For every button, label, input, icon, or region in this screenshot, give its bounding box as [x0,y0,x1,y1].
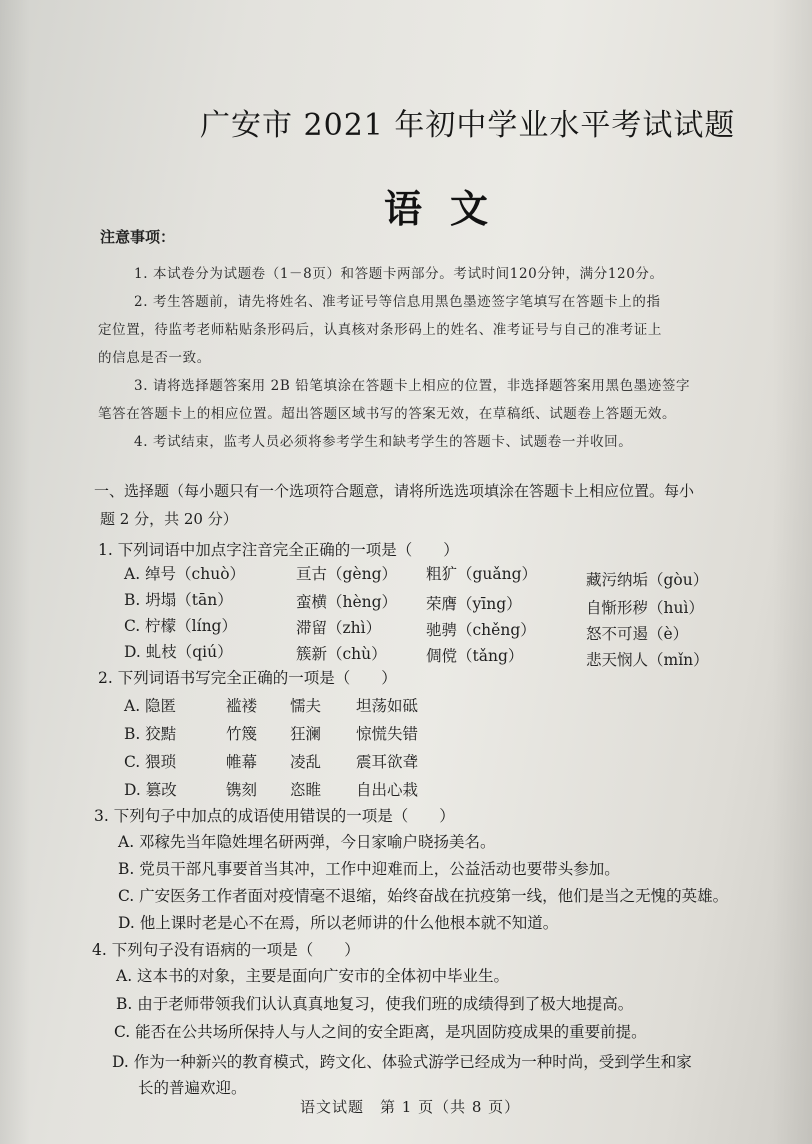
q2-option-cell: D. 篡改 [124,781,177,799]
subject-title: 语文 [384,186,517,231]
page-footer: 语文试题 第 1 页（共 8 页） [300,1098,521,1116]
notes-heading: 注意事项： [100,228,176,246]
q4-option-cont: 长的普遍欢迎。 [138,1079,247,1097]
note-line: 的信息是否一致。 [98,350,211,366]
q2-option-cell: 褴褛 [226,697,258,715]
q1-option-cell: D. 虬枝（qiú） [124,643,233,661]
q2-option-cell: 恣睢 [290,781,322,799]
q1-option-cell: 悲天悯人（mǐn） [586,651,709,669]
q1-option-cell: 怒不可遏（è） [586,625,689,643]
q2-option-cell: 自出心栽 [356,781,419,799]
q4-option: B. 由于老师带领我们认认真真地复习，使我们班的成绩得到了极大地提高。 [116,995,634,1013]
q1-option-cell: C. 柠檬（líng） [124,617,237,635]
q2-option-cell: B. 狡黠 [124,725,177,743]
q2-option-cell: 坦荡如砥 [356,697,419,715]
q2-option-cell: 凌乱 [290,753,322,771]
q1-option-cell: 倜傥（tǎng） [426,647,524,665]
note-line: 1. 本试卷分为试题卷（1－8页）和答题卡两部分。考试时间120分钟，满分120分。 [134,266,664,282]
note-line: 笔答在答题卡上的相应位置。超出答题区域书写的答案无效，在草稿纸、试题卷上答题无效。 [98,406,677,422]
note-line: 3. 请将选择题答案用 2B 铅笔填涂在答题卡上相应的位置，非选择题答案用黑色墨迹签字 [134,378,691,394]
note-line: 定位置，待监考老师粘贴条形码后，认真核对条形码上的姓名、准考证号与自己的准考证上 [98,322,662,338]
q1-option-cell: 自惭形秽（huì） [586,599,704,617]
q2-option-cell: 震耳欲聋 [356,753,419,771]
q4-option: A. 这本书的对象，主要是面向广安市的全体初中毕业生。 [116,967,510,985]
page-shadow-right [772,0,812,1144]
q2-option-cell: 镌刻 [226,781,258,799]
q2-option-cell: A. 隐匿 [124,697,177,715]
q1-option-cell: 驰骋（chěng） [426,621,536,639]
q3-option: A. 邓稼先当年隐姓埋名研两弹，今日家喻户晓扬美名。 [118,833,496,851]
q3-option: B. 党员干部凡事要首当其冲，工作中迎难而上，公益活动也要带头参加。 [118,860,620,878]
q4-option: C. 能否在公共场所保持人与人之间的安全距离，是巩固防疫成果的重要前提。 [114,1023,647,1041]
q1-option-cell: 藏污纳垢（gòu） [586,571,709,589]
question-stem: 4. 下列句子没有语病的一项是（ ） [92,941,360,959]
note-line: 4. 考试结束，监考人员必须将参考学生和缺考学生的答题卡、试题卷一并收回。 [134,434,633,450]
q3-option: D. 他上课时老是心不在焉，所以老师讲的什么他根本就不知道。 [118,914,559,932]
q2-option-cell: 狂澜 [290,725,322,743]
q1-option-cell: A. 绰号（chuò） [124,565,246,583]
q1-option-cell: 滞留（zhì） [296,619,382,637]
section-heading-cont: 题 2 分，共 20 分） [100,510,238,528]
question-stem: 3. 下列句子中加点的成语使用错误的一项是（ ） [94,807,455,825]
note-line: 2. 考生答题前，请先将姓名、准考证号等信息用黑色墨迹签字笔填写在答题卡上的指 [134,294,661,310]
q4-option: D. 作为一种新兴的教育模式，跨文化、体验式游学已经成为一种时尚，受到学生和家 [112,1053,692,1071]
q2-option-cell: 惊慌失错 [356,725,419,743]
question-stem: 1. 下列词语中加点字注音完全正确的一项是（ ） [98,541,459,559]
page-shadow-left [0,0,30,1144]
q1-option-cell: B. 坍塌（tān） [124,591,233,609]
q1-option-cell: 粗犷（guǎng） [426,565,538,583]
q3-option: C. 广安医务工作者面对疫情毫不退缩，始终奋战在抗疫第一线，他们是当之无愧的英雄。 [118,887,729,905]
q2-option-cell: 帷幕 [226,753,258,771]
q1-option-cell: 蛮横（hèng） [296,593,398,611]
q2-option-cell: 懦夫 [290,697,322,715]
q2-option-cell: 竹篾 [226,725,258,743]
q1-option-cell: 荣膺（yīng） [426,595,522,613]
exam-title: 广安市 2021 年初中学业水平考试试题 [200,108,736,143]
question-stem: 2. 下列词语书写完全正确的一项是（ ） [98,669,397,687]
q1-option-cell: 亘古（gèng） [296,565,398,583]
q1-option-cell: 簇新（chù） [296,645,387,663]
section-heading: 一、选择题（每小题只有一个选项符合题意，请将所选选项填涂在答题卡上相应位置。每小 [94,482,695,500]
q2-option-cell: C. 猥琐 [124,753,177,771]
